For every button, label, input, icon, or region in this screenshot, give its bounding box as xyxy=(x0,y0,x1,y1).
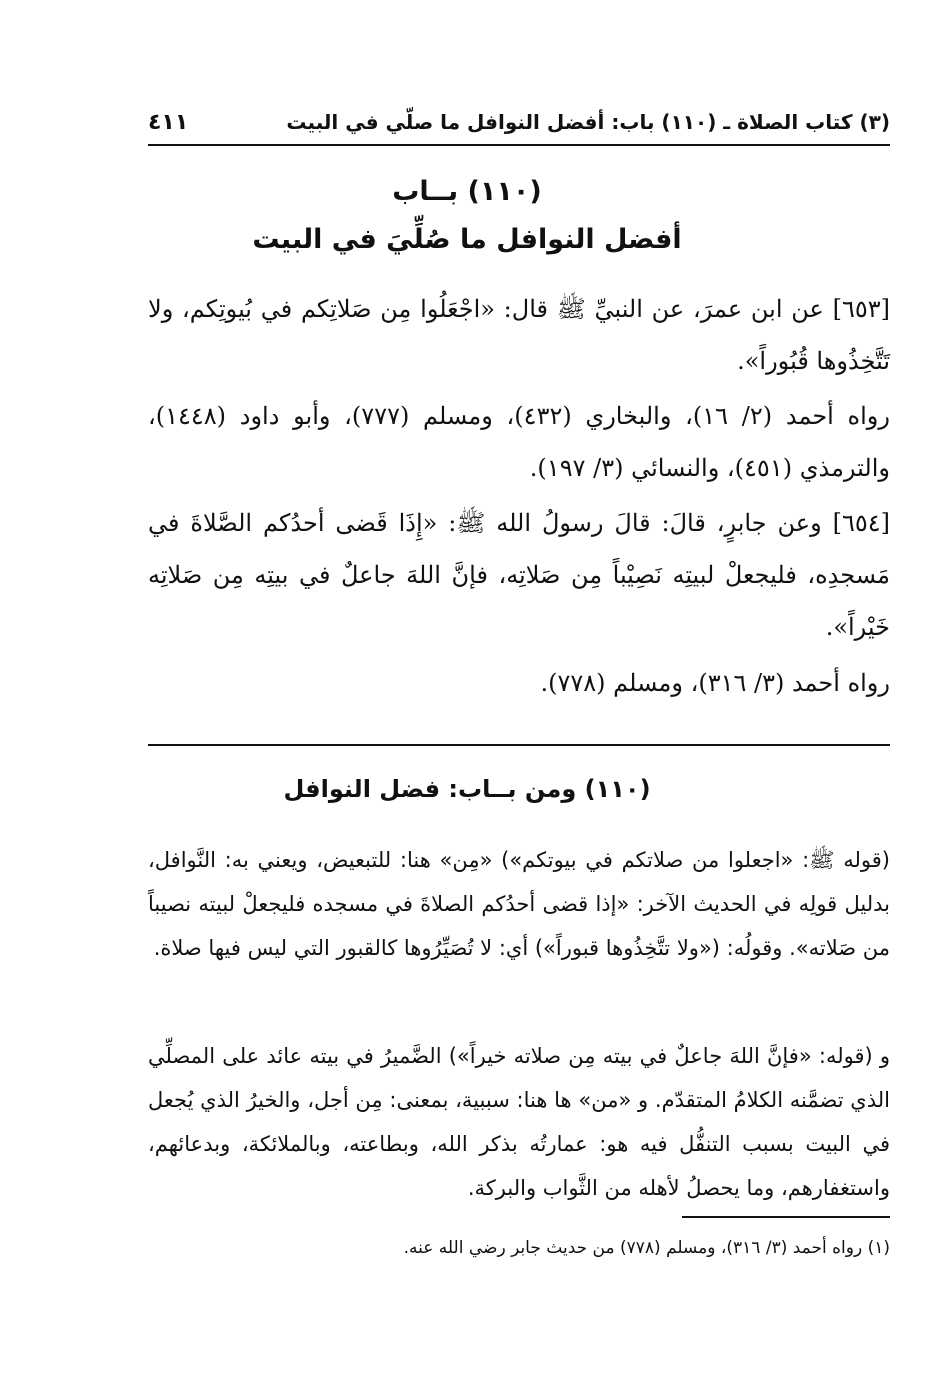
header-rule xyxy=(148,144,890,146)
page-number: ٤١١ xyxy=(148,110,189,135)
commentary-paragraph xyxy=(148,838,890,970)
commentary-heading: (١١٠) ومن بــاب: فضل النوافل xyxy=(283,775,651,803)
commentary-text-1: (قوله ﷺ: «اجعلوا من صلاتكم في بيوتكم») «مِن» هنا: للتبعيض، ويعني به: النَّوافل، بدليل قولِه في الحديث الآخر: «إذا قضى أحدُكم الصلاةَ في مسجده فليجعلْ لبيته نصيباً من صَلاته». وقولُه: («ولا تتَّخِذُوها قبوراً») أي: لا تُصَيِّرُوها كالقبور التي ليس فيها صلاة. xyxy=(148,848,890,960)
hadith-653-sources: رواه أحمد (٢/ ١٦)، والبخاري (٤٣٢)، ومسلم (٧٧٧)، وأبو داود (١٤٤٨)، والترمذي (٤٥١)، والنسائي (٣/ ١٩٧). xyxy=(148,402,890,482)
hadith-654: [٦٥٤] وعن جابرٍ، قالَ: قالَ رسولُ الله ﷺ: «إِذَا قَضى أحدُكم الصَّلاةَ في مَسجدِه، فليجعلْ لبيتِه نَصِيْباً مِن صَلاتِه، فإنَّ اللهَ جاعلٌ في بيتِه مِن صَلاتِه خَيْراً». xyxy=(148,509,890,641)
hadith-653: [٦٥٣] عن ابن عمرَ، عن النبيِّ ﷺ قال: «اجْعَلُوا مِن صَلاتِكم في بُيوتِكم، ولا تَتَّخِذُوها قُبُوراً». xyxy=(148,295,890,375)
running-header xyxy=(148,110,890,140)
header-title: (٣) كتاب الصلاة ـ (١١٠) باب: أفضل النوافل ما صلّي في البيت xyxy=(286,110,890,134)
section-divider xyxy=(148,744,890,746)
footnote-rule xyxy=(682,1216,890,1218)
hadith-654-sources: رواه أحمد (٣/ ٣١٦)، ومسلم (٧٧٨). xyxy=(540,669,890,697)
chapter-number: (١١٠) بــاب xyxy=(392,176,542,207)
chapter-title: أفضل النوافل ما صُلِّيَ في البيت xyxy=(252,224,682,255)
footnote: (١) رواه أحمد (٣/ ٣١٦)، ومسلم (٧٧٨) من حديث جابر رضي الله عنه. xyxy=(403,1238,890,1258)
commentary-paragraph: و (قوله: «فإنَّ اللهَ جاعلٌ في بيته مِن صلاته خيراً») الضَّميرُ في بيته عائد على المصلِّي الذي تضمَّنه الكلامُ المتقدّم. و «من» ها هنا: سببية، بمعنى: مِن أجل، والخيرُ الذي يُجعل في البيت بسبب التنفُّل فيه هو: عمارتُه بذكر الله، وبطاعته، وبالملائكة، وبدعائهم، واستغفارهم، وما يحصلُ لأهله من الثَّواب والبركة. xyxy=(148,1044,890,1200)
